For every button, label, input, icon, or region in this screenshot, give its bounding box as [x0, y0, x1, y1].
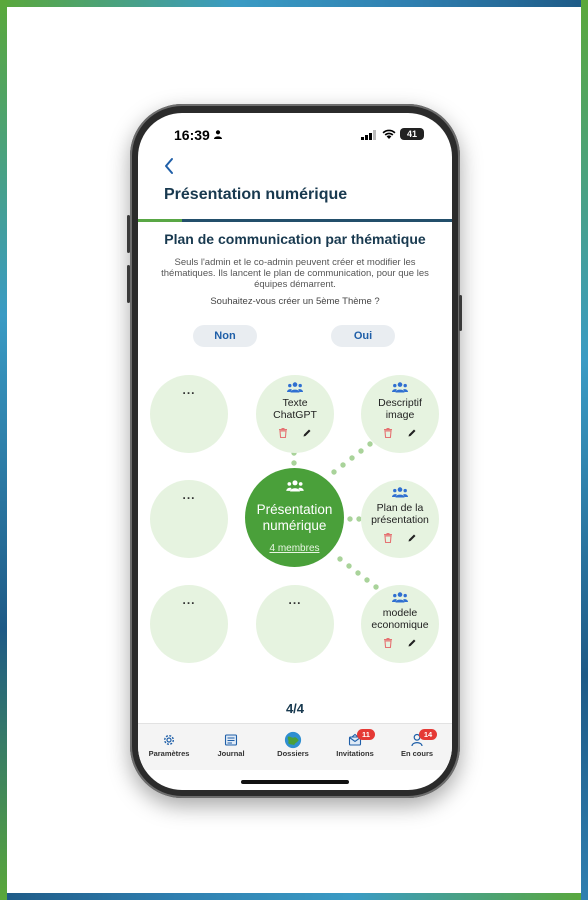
- status-time: 16:39: [174, 127, 210, 143]
- gear-icon: [162, 733, 176, 747]
- empty-theme-bubble[interactable]: [150, 375, 228, 453]
- bottom-tab-bar: [138, 723, 452, 770]
- theme-label: Texte ChatGPT: [273, 397, 317, 421]
- empty-theme-bubble[interactable]: [150, 585, 228, 663]
- journal-icon: [224, 733, 238, 747]
- pencil-icon[interactable]: [407, 428, 417, 438]
- theme-bubble-modele-economique[interactable]: [361, 585, 439, 663]
- pencil-icon[interactable]: [407, 638, 417, 648]
- phone-side-button: [127, 265, 130, 303]
- frame-right-border: [581, 0, 588, 900]
- trash-icon[interactable]: [383, 638, 393, 648]
- theme-actions: [383, 533, 419, 545]
- trash-icon[interactable]: [383, 533, 393, 543]
- theme-actions: [383, 428, 419, 440]
- tab-invitations[interactable]: [324, 731, 386, 767]
- members-link[interactable]: 4 membres: [269, 543, 320, 554]
- group-icon: [392, 592, 408, 603]
- theme-bubble-texte-chatgpt[interactable]: [256, 375, 334, 453]
- empty-theme-placeholder: ...: [288, 593, 302, 607]
- empty-theme-bubble[interactable]: [150, 480, 228, 558]
- no-button[interactable]: Non: [193, 325, 257, 347]
- theme-label: modele economique: [371, 607, 429, 631]
- theme-actions: [278, 428, 314, 440]
- empty-theme-bubble[interactable]: [256, 585, 334, 663]
- yes-button[interactable]: Oui: [331, 325, 395, 347]
- phone-side-button: [127, 215, 130, 253]
- tab-label: Invitations: [336, 749, 374, 758]
- pencil-icon[interactable]: [302, 428, 312, 438]
- phone-screen: [138, 113, 452, 790]
- theme-label: Plan de la présentation: [371, 502, 429, 526]
- tab-en-cours[interactable]: [386, 731, 448, 767]
- frame-top-border: [0, 0, 588, 7]
- battery-icon: 41: [400, 128, 424, 140]
- group-icon: [287, 382, 303, 393]
- empty-theme-placeholder: ...: [182, 383, 196, 397]
- theme-label: Descriptif image: [378, 397, 422, 421]
- phone-power-button: [459, 295, 462, 331]
- empty-theme-placeholder: ...: [182, 593, 196, 607]
- globe-icon: [284, 731, 302, 749]
- invitations-badge: 11: [357, 729, 375, 740]
- group-icon: [392, 487, 408, 498]
- tab-label: Paramètres: [148, 749, 190, 758]
- center-project-label: Présentation numérique: [256, 502, 333, 533]
- pencil-icon[interactable]: [407, 533, 417, 543]
- theme-bubble-plan-presentation[interactable]: [361, 480, 439, 558]
- tab-label: Journal: [217, 749, 245, 758]
- page-indicator: 4/4: [285, 701, 305, 716]
- frame-left-border: [0, 0, 7, 900]
- theme-actions: [383, 638, 419, 650]
- frame-bottom-border: [0, 893, 588, 900]
- section-subtitle: Plan de communication par thématique: [164, 231, 426, 247]
- trash-icon[interactable]: [278, 428, 288, 438]
- empty-theme-placeholder: ...: [182, 488, 196, 502]
- trash-icon[interactable]: [383, 428, 393, 438]
- tab-journal[interactable]: [200, 731, 262, 767]
- group-icon: [392, 382, 408, 393]
- section-description: Seuls l'admin et le co-admin peuvent créer et modifier les thématiques. Ils lancent le plan de communication, pour que les équipes démarrent.: [161, 257, 429, 290]
- tab-dossiers[interactable]: [262, 731, 324, 767]
- theme-bubble-descriptif-image[interactable]: [361, 375, 439, 453]
- en-cours-badge: 14: [419, 729, 437, 740]
- tab-label: En cours: [400, 749, 434, 758]
- home-indicator[interactable]: [241, 780, 349, 784]
- tab-label: Dossiers: [277, 749, 309, 758]
- page-title: Présentation numérique: [164, 186, 348, 203]
- group-icon: [286, 480, 304, 492]
- create-theme-question: Souhaitez-vous créer un 5ème Thème ?: [210, 296, 380, 307]
- center-project-bubble[interactable]: [245, 468, 344, 567]
- tab-parametres[interactable]: [138, 731, 200, 767]
